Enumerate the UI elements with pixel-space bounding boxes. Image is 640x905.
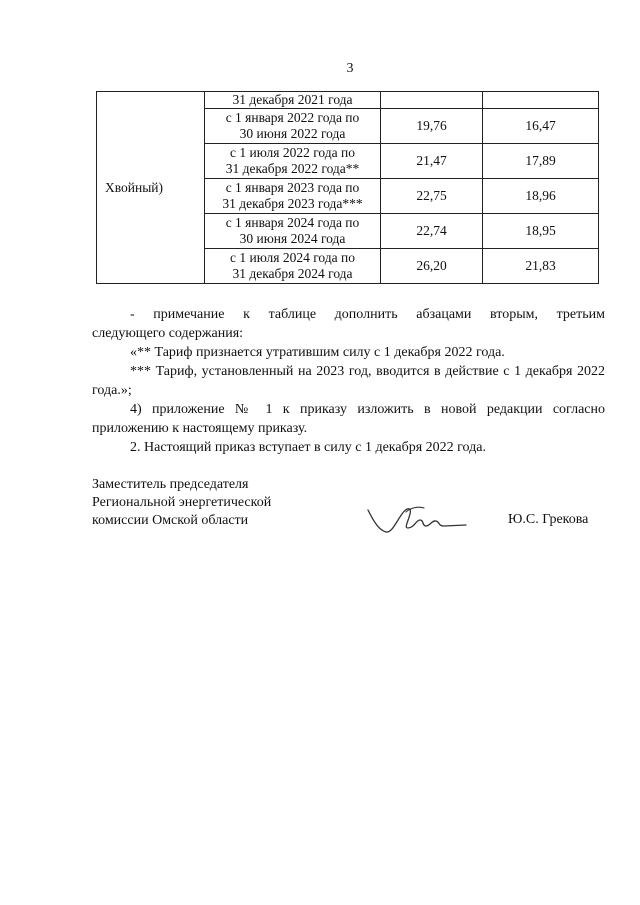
value-cell: 22,74 [381, 214, 483, 249]
period-cell [205, 249, 381, 284]
period-cell [205, 179, 381, 214]
position-line: Заместитель председателя [92, 477, 249, 492]
paragraph-appendix: 4) приложение № 1 к приказу изложить в новой редакции согласно приложению к настоящему приказу. [92, 402, 605, 436]
signatory-name: Ю.С. Грекова [508, 512, 589, 527]
period-line: 31 декабря 2024 года [232, 266, 353, 281]
period-line: с 1 июля 2024 года по [230, 250, 355, 265]
period-line: 31 декабря 2021 года [232, 92, 353, 107]
position-line: комиссии Омской области [92, 513, 249, 528]
table-row [97, 92, 599, 109]
page-number: 3 [346, 61, 354, 76]
value-cell: 18,96 [483, 179, 599, 214]
handwritten-signature [366, 500, 476, 540]
period-line: 30 июня 2024 года [239, 231, 346, 246]
value-cell: 19,76 [381, 109, 483, 144]
period-cell [205, 214, 381, 249]
period-cell [205, 109, 381, 144]
period-line: 30 июня 2022 года [239, 126, 346, 141]
value-cell: 18,95 [483, 214, 599, 249]
period-cell [205, 144, 381, 179]
value-cell: 16,47 [483, 109, 599, 144]
value-cell [483, 92, 599, 109]
paragraph-footnote-3: *** Тариф, установленный на 2023 год, вводится в действие с 1 декабря 2022 года.»; [92, 364, 605, 398]
period-line: с 1 января 2022 года по [225, 110, 360, 125]
value-cell: 22,75 [381, 179, 483, 214]
value-cell: 17,89 [483, 144, 599, 179]
paragraph-note: - примечание к таблице дополнить абзацами вторым, третьим [130, 307, 605, 322]
value-cell: 21,83 [483, 249, 599, 284]
category-cell [97, 92, 205, 284]
category-label: Хвойный) [105, 179, 164, 195]
period-line: с 1 января 2024 года по [225, 215, 360, 230]
value-cell [381, 92, 483, 109]
period-line: с 1 января 2023 года по [225, 180, 360, 195]
amendment-text [92, 305, 605, 457]
position-line: Региональной энергетической [92, 495, 272, 510]
paragraph-note-cont: следующего содержания: [92, 326, 244, 341]
paragraph-footnote-2: «** Тариф признается утратившим силу с 1 декабря 2022 года. [130, 345, 505, 360]
value-cell: 26,20 [381, 249, 483, 284]
paragraph-effective-date: 2. Настоящий приказ вступает в силу с 1 декабря 2022 года. [130, 440, 486, 455]
value-cell: 21,47 [381, 144, 483, 179]
period-cell [205, 92, 381, 109]
tariff-table [96, 91, 599, 284]
period-line: 31 декабря 2022 года** [225, 161, 360, 176]
signatory-position [92, 476, 271, 530]
period-line: 31 декабря 2023 года*** [222, 196, 363, 211]
period-line: с 1 июля 2022 года по [230, 145, 355, 160]
